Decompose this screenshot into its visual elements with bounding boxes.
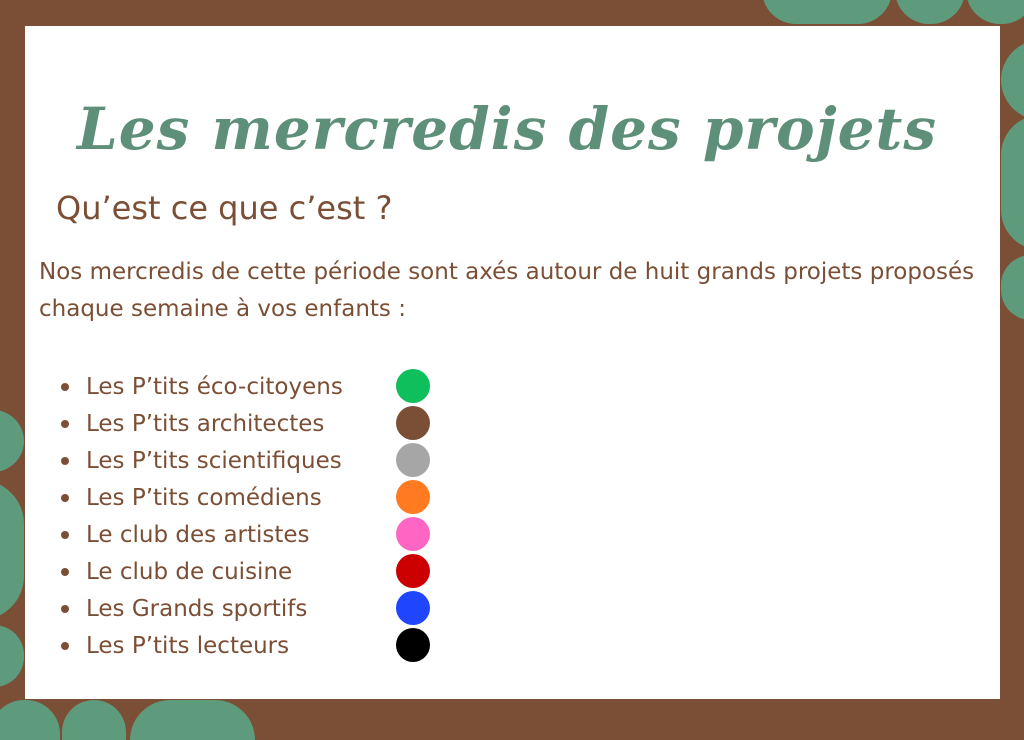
bullet-icon <box>61 494 69 502</box>
color-dot-icon <box>396 443 430 477</box>
project-item-eco-citoyens <box>57 368 396 405</box>
project-name: Les Grands sportifs <box>86 595 308 622</box>
color-dot-icon <box>396 406 430 440</box>
project-name: Les P’tits comédiens <box>86 484 322 511</box>
decorative-shape <box>1001 40 1024 120</box>
projects-list <box>57 368 396 664</box>
bullet-icon <box>61 457 69 465</box>
decorative-shape <box>1001 115 1024 250</box>
content-card <box>25 26 1000 699</box>
project-item-comediens <box>57 479 396 516</box>
color-dot-icon <box>396 591 430 625</box>
project-item-scientifiques <box>57 442 396 479</box>
color-dot-icon <box>396 554 430 588</box>
bullet-icon <box>61 531 69 539</box>
project-name: Les P’tits scientifiques <box>86 447 342 474</box>
decorative-shape <box>0 480 24 620</box>
project-name: Les P’tits lecteurs <box>86 632 290 659</box>
decorative-shape <box>0 700 60 740</box>
bullet-icon <box>61 568 69 576</box>
decorative-shape <box>0 625 24 687</box>
project-item-artistes <box>57 516 396 553</box>
bullet-icon <box>61 420 69 428</box>
color-dot-icon <box>396 480 430 514</box>
color-dot-icon <box>396 517 430 551</box>
decorative-shape <box>762 0 892 24</box>
project-name: Le club de cuisine <box>86 558 293 585</box>
bullet-icon <box>61 383 69 391</box>
project-item-lecteurs <box>57 627 396 664</box>
project-name: Le club des artistes <box>86 521 310 548</box>
color-dot-icon <box>396 369 430 403</box>
decorative-shape <box>895 0 965 24</box>
page-title: Les mercredis des projets <box>77 95 937 163</box>
project-item-architectes <box>57 405 396 442</box>
project-item-sportifs <box>57 590 396 627</box>
bullet-icon <box>61 642 69 650</box>
decorative-shape <box>966 0 1024 24</box>
bullet-icon <box>61 605 69 613</box>
section-subtitle: Qu’est ce que c’est ? <box>56 189 393 227</box>
decorative-shape <box>62 700 126 740</box>
color-dot-icon <box>396 628 430 662</box>
project-name: Les P’tits architectes <box>86 410 325 437</box>
project-name: Les P’tits éco-citoyens <box>86 373 343 400</box>
project-item-cuisine <box>57 553 396 590</box>
decorative-shape <box>0 410 24 472</box>
decorative-shape <box>1001 255 1024 320</box>
decorative-shape <box>130 700 255 740</box>
intro-paragraph: Nos mercredis de cette période sont axés autour de huit grands projets proposés chaque semaine à vos enfants : <box>39 259 975 322</box>
